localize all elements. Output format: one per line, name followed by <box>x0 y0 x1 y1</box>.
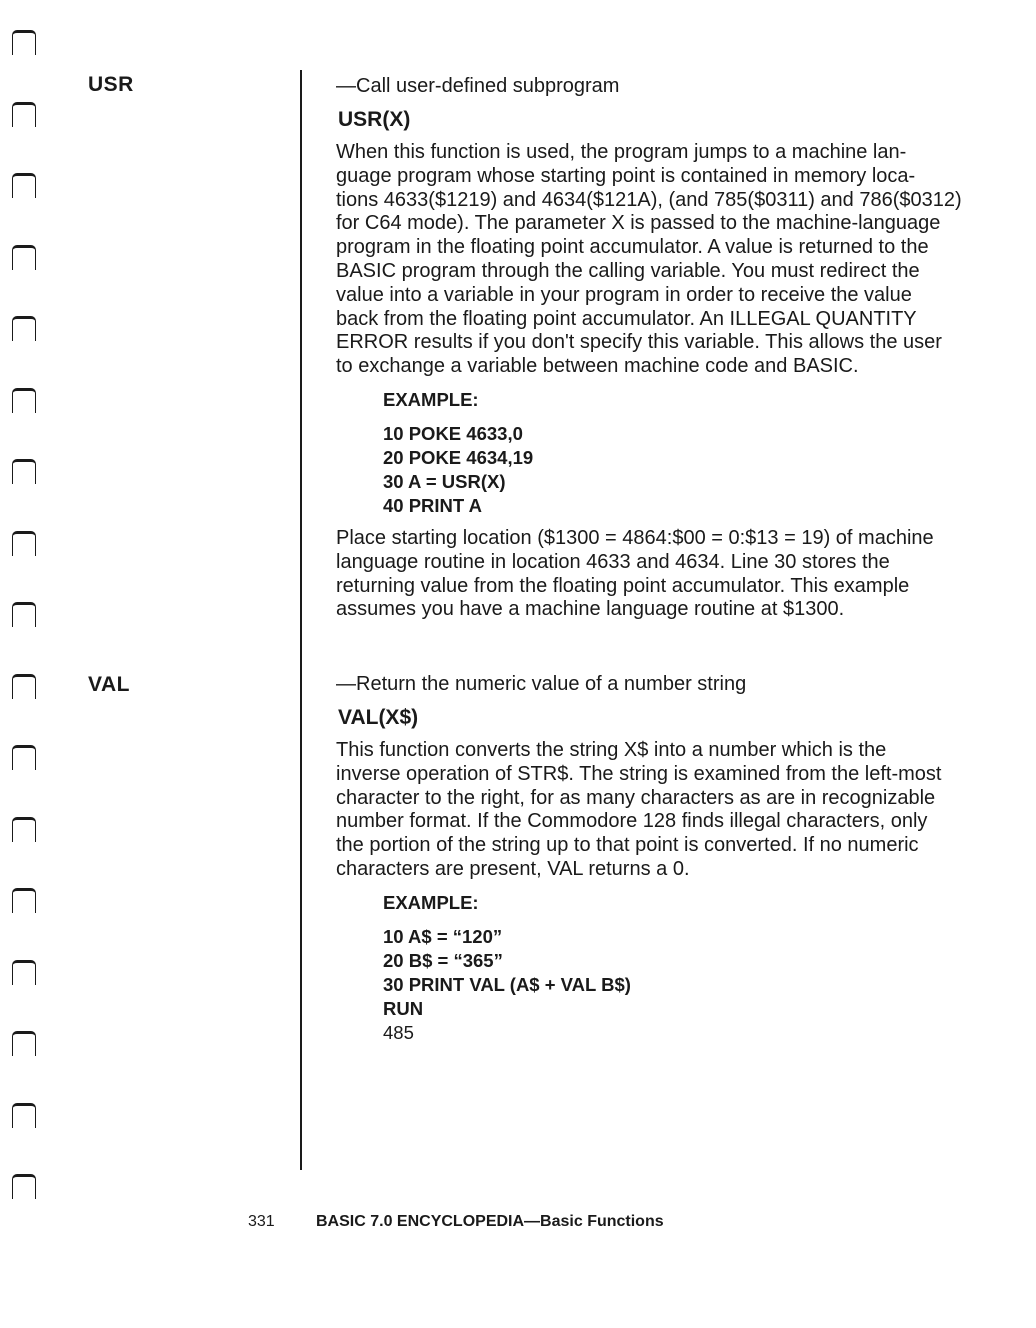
text-line: This function converts the string X$ into a number which is the <box>336 739 887 761</box>
usr-example <box>383 388 986 518</box>
binding-ring-icon <box>8 388 38 428</box>
example-label: EXAMPLE: <box>383 388 479 410</box>
code-line: 20 POKE 4634,19 <box>383 446 534 468</box>
code-line: 10 POKE 4633,0 <box>383 422 523 444</box>
binding-ring-icon <box>8 1103 38 1143</box>
side-label-usr: USR <box>88 73 134 96</box>
code-line: 40 PRINT A <box>383 494 483 516</box>
text-line: Place starting location ($1300 = 4864:$00 = 0:$13 = 19) of machine <box>336 526 934 549</box>
code-line: 20 B$ = “365” <box>383 949 503 971</box>
text-line: characters are present, VAL returns a 0. <box>336 857 690 880</box>
column-divider <box>300 70 302 1170</box>
text-line: BASIC program through the calling variable. You must redirect the <box>336 259 920 282</box>
example-label: EXAMPLE: <box>383 891 479 913</box>
text-line: returning value from the floating point accumulator. This example <box>336 574 910 597</box>
text-line: to exchange a variable between machine code and BASIC. <box>336 355 859 378</box>
text-line: When this function is used, the program jumps to a machine lan- <box>336 141 907 163</box>
binding-ring-icon <box>8 1031 38 1071</box>
binding-ring-icon <box>8 30 38 70</box>
text-line: back from the floating point accumulator. An ILLEGAL QUANTITY <box>336 307 917 330</box>
text-line: tions 4633($1219) and 4634($121A), (and 785($0311) and 786($0312) <box>336 188 962 211</box>
text-line: value into a variable in your program in order to receive the value <box>336 283 912 306</box>
code-line: 30 A = USR(X) <box>383 470 506 492</box>
binding-ring-icon <box>8 316 38 356</box>
binding-ring-icon <box>8 745 38 785</box>
page-number: 331 <box>248 1213 275 1230</box>
usr-after-text <box>336 527 986 622</box>
spiral-binding <box>0 0 60 1328</box>
val-body <box>336 739 986 882</box>
binding-ring-icon <box>8 173 38 213</box>
val-syntax: VAL(X$) <box>338 706 419 729</box>
usr-body <box>336 141 986 379</box>
text-line: character to the right, for as many characters as are in recognizable <box>336 786 936 809</box>
binding-ring-icon <box>8 531 38 571</box>
binding-ring-icon <box>8 102 38 142</box>
binding-ring-icon <box>8 960 38 1000</box>
code-output: 485 <box>383 1021 414 1043</box>
binding-ring-icon <box>8 602 38 642</box>
usr-description: —Call user-defined subprogram <box>336 75 620 97</box>
usr-syntax: USR(X) <box>338 108 411 131</box>
val-code-block <box>383 925 986 1045</box>
code-line: 30 PRINT VAL (A$ + VAL B$) <box>383 973 631 995</box>
code-line: 10 A$ = “120” <box>383 925 503 947</box>
code-line: RUN <box>383 997 424 1019</box>
text-line: number format. If the Commodore 128 finds illegal characters, only <box>336 810 928 833</box>
binding-ring-icon <box>8 459 38 499</box>
text-line: language routine in location 4633 and 4634. Line 30 stores the <box>336 550 890 573</box>
text-line: assumes you have a machine language routine at $1300. <box>336 598 845 621</box>
footer-title-sub: —Basic Functions <box>524 1213 664 1230</box>
binding-ring-icon <box>8 674 38 714</box>
binding-ring-icon <box>8 817 38 857</box>
footer-title <box>316 1213 664 1231</box>
text-line: guage program whose starting point is contained in memory loca- <box>336 164 916 187</box>
text-line: the portion of the string up to that point is converted. If no numeric <box>336 834 919 857</box>
binding-ring-icon <box>8 1174 38 1214</box>
val-example <box>383 891 986 1045</box>
section-usr <box>336 74 986 622</box>
side-label-val: VAL <box>88 673 130 696</box>
binding-ring-icon <box>8 245 38 285</box>
footer-title-main: BASIC 7.0 ENCYCLOPEDIA <box>316 1213 525 1230</box>
text-line: for C64 mode). The parameter X is passed to the machine-language <box>336 212 941 235</box>
text-line: program in the floating point accumulator. A value is returned to the <box>336 236 929 259</box>
section-val <box>336 672 986 1045</box>
binding-ring-icon <box>8 888 38 928</box>
text-line: inverse operation of STR$. The string is examined from the left-most <box>336 762 942 785</box>
val-description: —Return the numeric value of a number string <box>336 673 747 695</box>
usr-code-block <box>383 422 986 518</box>
text-line: ERROR results if you don't specify this variable. This allows the user <box>336 331 942 354</box>
